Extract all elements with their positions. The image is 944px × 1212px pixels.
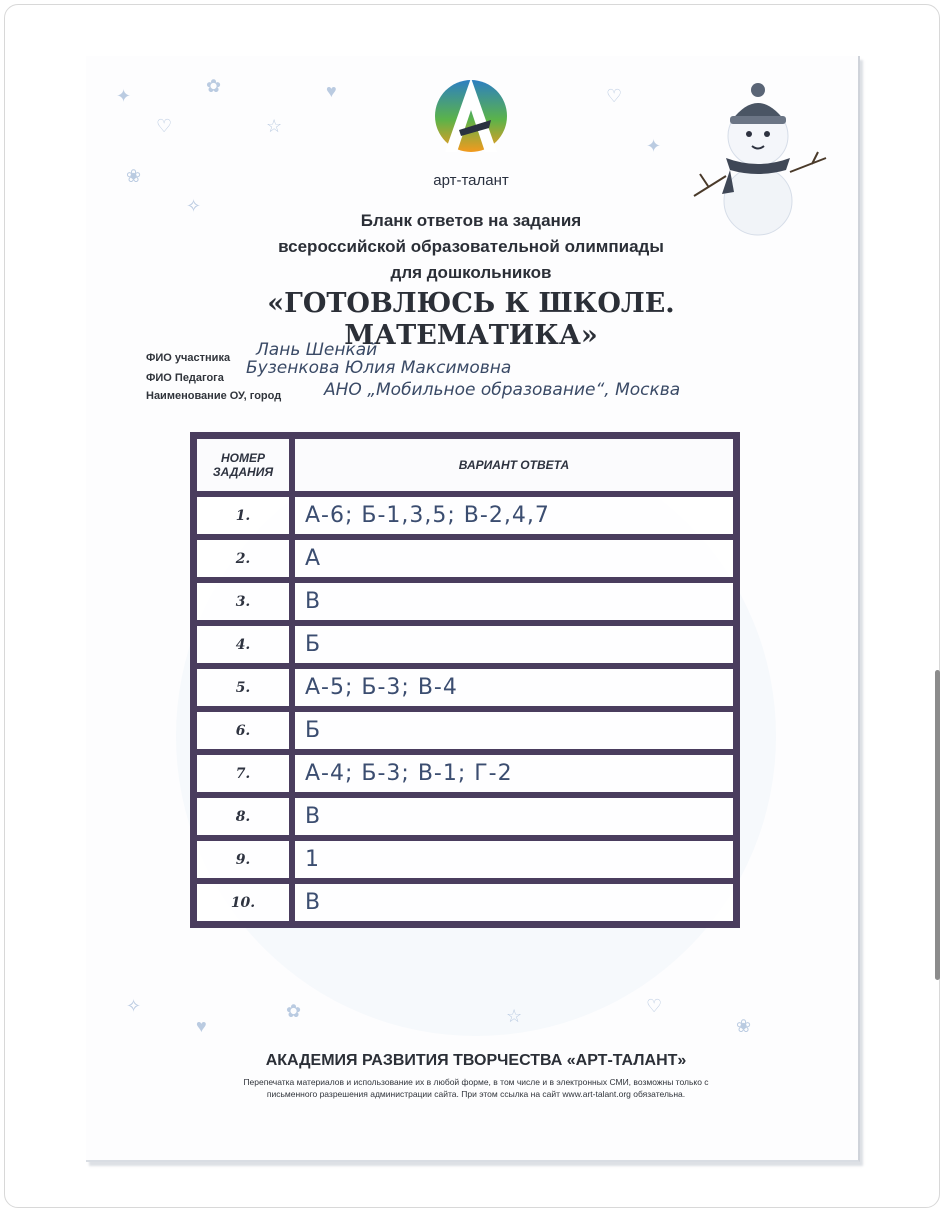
task-number: 5.: [194, 666, 292, 709]
school-label: Наименование ОУ, город: [146, 390, 282, 402]
task-number: 2.: [194, 537, 292, 580]
answer-value: А-6; Б-1,3,5; В-2,4,7: [292, 494, 736, 537]
table-header-row: [194, 436, 736, 494]
table-row: [194, 494, 736, 537]
star-doodle-icon: ✦: [116, 86, 132, 106]
heart-doodle-icon: ♡: [156, 116, 173, 136]
table-row: [194, 580, 736, 623]
flower-doodle-icon: ❀: [736, 1016, 752, 1036]
table-row: [194, 752, 736, 795]
olympiad-title-line: МАТЕМАТИКА»: [344, 320, 598, 351]
table-row: [194, 838, 736, 881]
column-header-answer: ВАРИАНТ ОТВЕТА: [292, 436, 736, 494]
answer-value: В: [292, 881, 736, 924]
flower-doodle-icon: ✿: [206, 76, 222, 96]
table-row: [194, 881, 736, 924]
answers-table: [190, 432, 740, 928]
star-doodle-icon: ✦: [646, 136, 662, 156]
column-header-number: НОМЕР ЗАДАНИЯ: [194, 436, 292, 494]
answer-value: А-4; Б-3; В-1; Г-2: [292, 752, 736, 795]
flower-doodle-icon: ❀: [126, 166, 142, 186]
answer-value: Б: [292, 709, 736, 752]
answer-value: 1: [292, 838, 736, 881]
subtitle-line: всероссийской образовательной олимпиады: [278, 237, 664, 256]
subtitle-line: для дошкольников: [390, 263, 552, 282]
star-doodle-icon: ☆: [266, 116, 283, 136]
heart-doodle-icon: ♡: [606, 86, 623, 106]
art-talant-logo-icon: [431, 68, 511, 162]
task-number: 6.: [194, 709, 292, 752]
star-doodle-icon: ✧: [126, 996, 142, 1016]
scrollbar[interactable]: [935, 670, 940, 980]
answer-value: А: [292, 537, 736, 580]
task-number: 1.: [194, 494, 292, 537]
participant-value: Лань Шенкай: [256, 340, 378, 360]
flower-doodle-icon: ✿: [286, 1001, 302, 1021]
table-row: [194, 666, 736, 709]
heart-doodle-icon: ♡: [646, 996, 663, 1016]
brand-name: арт-талант: [433, 172, 509, 189]
sheet-subtitle: [206, 208, 736, 286]
copyright-line: Перепечатка материалов и использование их в любой форме, в том числе и в электронных СМИ, возможны только с: [243, 1077, 709, 1087]
task-number: 9.: [194, 838, 292, 881]
subtitle-line: Бланк ответов на задания: [360, 211, 582, 230]
participant-label: ФИО участника: [146, 352, 231, 364]
heart-doodle-icon: ♥: [196, 1016, 207, 1036]
teacher-label: ФИО Педагога: [146, 372, 224, 384]
task-number: 8.: [194, 795, 292, 838]
school-value: АНО „Мобильное образование“, Москва: [324, 380, 681, 400]
answer-value: Б: [292, 623, 736, 666]
answer-value: В: [292, 795, 736, 838]
star-doodle-icon: ✧: [186, 196, 202, 216]
answer-value: В: [292, 580, 736, 623]
table-row: [194, 709, 736, 752]
heart-doodle-icon: ♥: [326, 81, 337, 101]
table-row: [194, 623, 736, 666]
task-number: 10.: [194, 881, 292, 924]
answer-value: А-5; Б-3; В-4: [292, 666, 736, 709]
task-number: 3.: [194, 580, 292, 623]
academy-title: АКАДЕМИЯ РАЗВИТИЯ ТВОРЧЕСТВА «АРТ-ТАЛАНТ»: [265, 1052, 687, 1069]
olympiad-title-line: «ГОТОВЛЮСЬ К ШКОЛЕ.: [267, 288, 675, 319]
task-number: 4.: [194, 623, 292, 666]
teacher-value: Бузенкова Юлия Максимовна: [246, 358, 512, 378]
copyright-note: [156, 1076, 796, 1100]
copyright-line: письменного разрешения администрации сайта. При этом ссылка на сайт www.art-talant.org обязательна.: [266, 1089, 686, 1099]
star-doodle-icon: ☆: [506, 1006, 523, 1026]
answer-sheet: [86, 56, 860, 1162]
table-row: [194, 795, 736, 838]
table-row: [194, 537, 736, 580]
task-number: 7.: [194, 752, 292, 795]
